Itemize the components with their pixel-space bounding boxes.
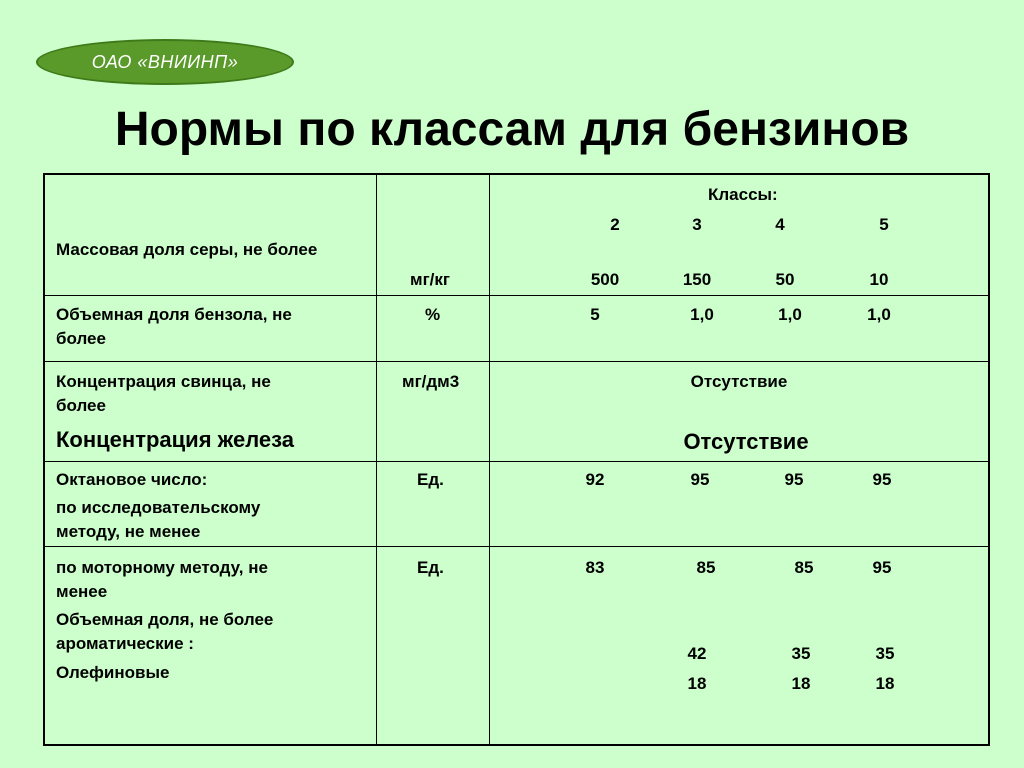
row-label-octane-line-3: методу, не менее bbox=[56, 522, 201, 541]
olefins-class-5: 18 bbox=[875, 674, 895, 693]
octane-research-class-3: 95 bbox=[690, 470, 710, 489]
unit-lead: мг/дм3 bbox=[402, 372, 460, 391]
octane-motor-class-3: 85 bbox=[696, 558, 716, 577]
olefins-class-3: 18 bbox=[687, 674, 707, 693]
row-label-octane-line-1: Октановое число: bbox=[56, 470, 208, 489]
org-badge bbox=[36, 39, 294, 85]
benzene-value-class-4: 1,0 bbox=[778, 305, 802, 324]
table-row-lead-iron bbox=[45, 362, 988, 462]
octane-research-class-5: 95 bbox=[872, 470, 892, 489]
class-2: 2 bbox=[610, 215, 620, 234]
octane-motor-class-2: 83 bbox=[585, 558, 605, 577]
aromatics-class-5: 35 bbox=[875, 644, 895, 663]
benzene-value-class-2: 5 bbox=[590, 305, 600, 324]
iron-value: Отсутствие bbox=[683, 429, 809, 454]
page-title: Нормы по классам для бензинов bbox=[114, 103, 910, 156]
unit-benzene: % bbox=[425, 305, 441, 324]
class-5: 5 bbox=[879, 215, 889, 234]
unit-sulfur: мг/кг bbox=[410, 270, 450, 289]
row-label-motor-line-2: менее bbox=[56, 582, 108, 601]
sulfur-value-class-5: 10 bbox=[869, 270, 889, 289]
row-label-lead-line-1: Концентрация свинца, не bbox=[56, 372, 271, 391]
octane-research-class-4: 95 bbox=[784, 470, 804, 489]
sulfur-value-class-2: 500 bbox=[590, 270, 620, 289]
row-label-benzene-line-1: Объемная доля бензола, не bbox=[56, 305, 292, 324]
benzene-value-class-3: 1,0 bbox=[690, 305, 714, 324]
row-label-lead-line-2: более bbox=[56, 396, 106, 415]
aromatics-class-3: 42 bbox=[687, 644, 707, 663]
table-row-benzene bbox=[45, 296, 988, 362]
sulfur-value-class-4: 50 bbox=[775, 270, 795, 289]
benzene-value-class-5: 1,0 bbox=[867, 305, 891, 324]
row-label-motor-line-1: по моторному методу, не bbox=[56, 558, 268, 577]
row-label-benzene-line-2: более bbox=[56, 329, 106, 348]
lead-value: Отсутствие bbox=[690, 372, 788, 391]
sulfur-value-class-3: 150 bbox=[682, 270, 712, 289]
table-row-motor-aromatics bbox=[45, 547, 988, 744]
olefins-class-4: 18 bbox=[791, 674, 811, 693]
class-3: 3 bbox=[692, 215, 702, 234]
octane-motor-class-5: 95 bbox=[872, 558, 892, 577]
classes-heading: Классы: bbox=[708, 185, 778, 204]
row-label-olefins: Олефиновые bbox=[56, 663, 170, 682]
unit-octane-research: Ед. bbox=[417, 470, 444, 489]
row-label-iron: Концентрация железа bbox=[56, 427, 294, 452]
row-label-sulfur: Массовая доля серы, не более bbox=[56, 240, 318, 259]
class-4: 4 bbox=[775, 215, 785, 234]
table-row-octane-research bbox=[45, 462, 988, 547]
octane-motor-class-4: 85 bbox=[794, 558, 814, 577]
norms-table bbox=[43, 173, 990, 746]
table-row-sulfur bbox=[45, 175, 988, 296]
aromatics-class-4: 35 bbox=[791, 644, 811, 663]
unit-octane-motor: Ед. bbox=[417, 558, 444, 577]
row-label-octane-line-2: по исследовательскому bbox=[56, 498, 261, 517]
row-label-aromatics-line-1: Объемная доля, не более bbox=[56, 610, 274, 629]
octane-research-class-2: 92 bbox=[585, 470, 605, 489]
org-label: ОАО «ВНИИНП» bbox=[91, 51, 239, 72]
row-label-aromatics-line-2: ароматические : bbox=[56, 634, 194, 653]
